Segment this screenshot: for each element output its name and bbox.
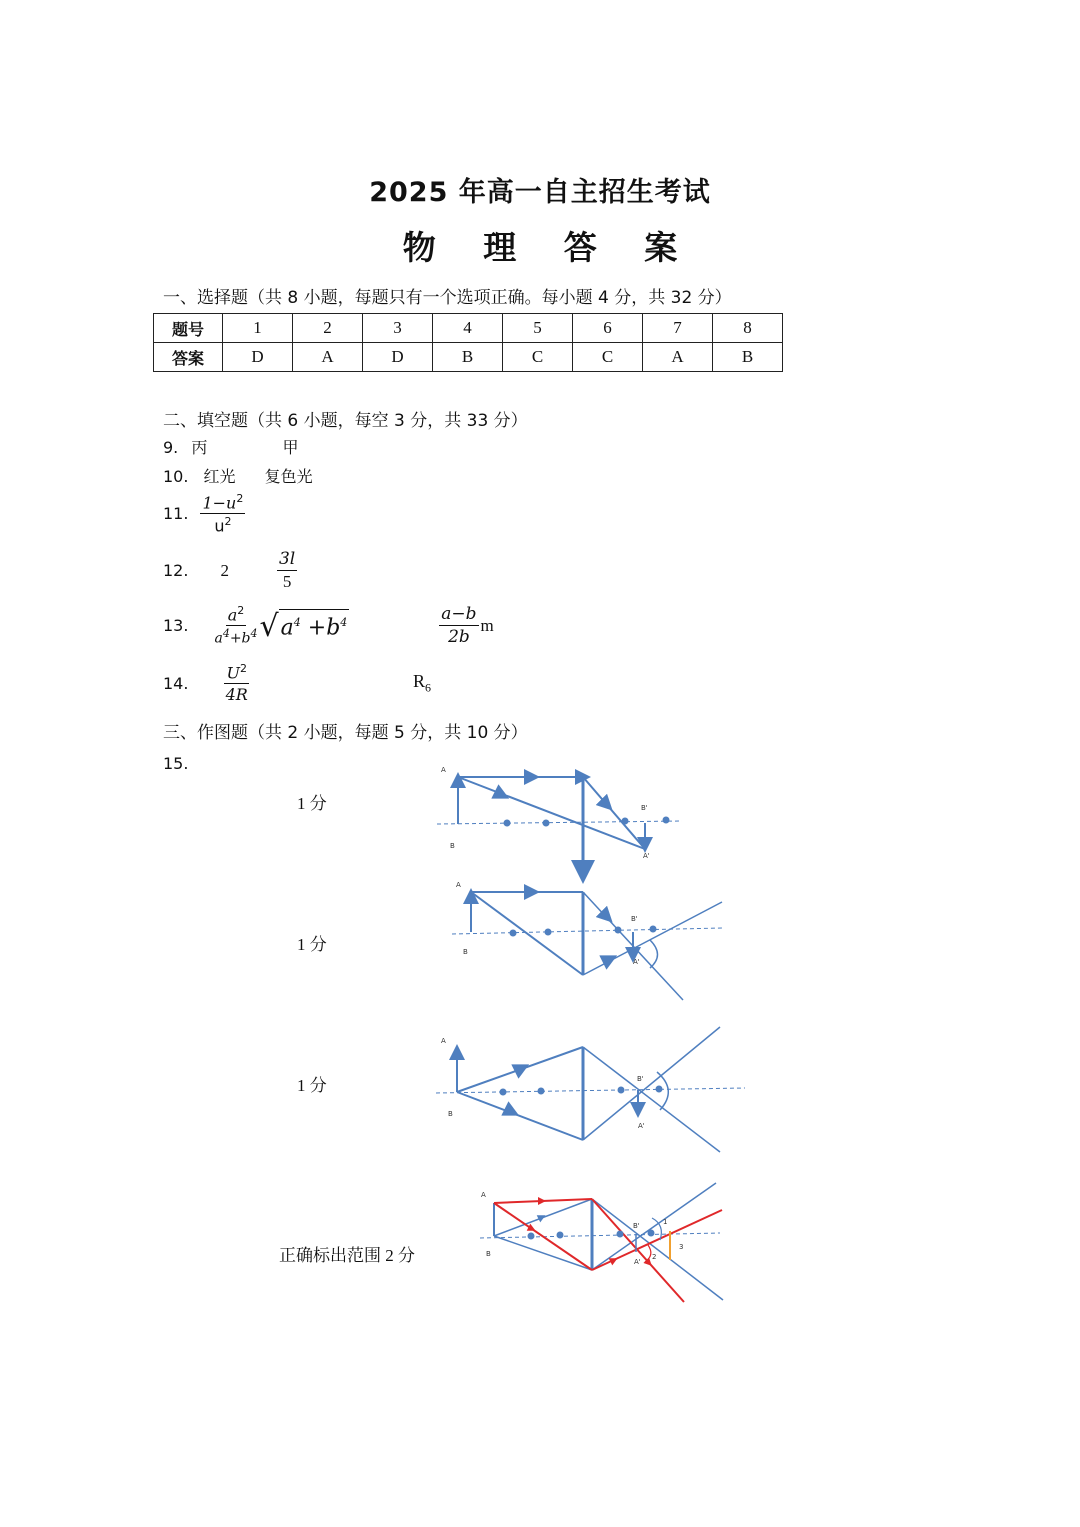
answer-cell: A (293, 343, 363, 372)
diagram-1-label-a2: A' (643, 852, 650, 860)
q13-f1-numerator-exp: 2 (237, 604, 245, 617)
q12-number: 12. (163, 561, 189, 580)
q13-sqrt-b: +b (300, 615, 341, 641)
q11-number: 11. (163, 504, 189, 524)
answer-cell: D (223, 343, 293, 372)
q13-f2-numerator: a−b (441, 604, 477, 624)
question-cell: 6 (573, 314, 643, 343)
diagram-2-label-b: B (463, 948, 468, 956)
q14-numerator: U (226, 663, 240, 683)
q11-denominator: u (214, 516, 225, 536)
question-cell: 7 (643, 314, 713, 343)
diagram-3-label-b2: B' (637, 1075, 644, 1083)
q13-f1-numerator: a (227, 605, 238, 625)
answer-cell: B (713, 343, 783, 372)
q13-f1-den-exp-a: 4 (222, 627, 230, 641)
q13-number: 13. (163, 616, 189, 635)
q9-number: 9. (163, 438, 179, 457)
answer-cell: C (573, 343, 643, 372)
q9-answer-2: 甲 (282, 438, 299, 457)
diagram-2-label-a: A (456, 881, 461, 889)
score-step-3: 1 分 (297, 1076, 327, 1095)
question-cell: 3 (363, 314, 433, 343)
diagram-4-label-a2: A' (634, 1258, 641, 1266)
q13-f1-den-exp-b: 4 (250, 627, 258, 641)
diagram-4-label-2: 2 (652, 1253, 657, 1261)
question-cell: 8 (713, 314, 783, 343)
q10-answer-2: 复色光 (264, 467, 313, 486)
q11-numerator: 1−u (202, 493, 237, 513)
q13-sqrt-exp-b: 4 (340, 616, 348, 630)
q14-numerator-exp: 2 (239, 662, 247, 675)
question-cell: 4 (433, 314, 503, 343)
q14-answer-2: $R_6$ (412, 670, 431, 695)
diagram-4 (480, 1183, 723, 1302)
q13-f1-den-b: +b (229, 630, 251, 647)
score-step-2: 1 分 (297, 935, 327, 954)
diagram-4-label-a: A (481, 1191, 486, 1199)
q13-f1-den-a: a (214, 630, 223, 647)
question-cell: 1 (223, 314, 293, 343)
sqrt-sign-icon: √ (259, 608, 279, 644)
answer-cell: A (643, 343, 713, 372)
answer-cell: C (503, 343, 573, 372)
answer-cell: B (433, 343, 503, 372)
diagram-3-label-b: B (448, 1110, 453, 1118)
score-step-1: 1 分 (297, 794, 327, 813)
q13-sqrt-exp-a: 4 (293, 616, 301, 630)
q10-answer-1: 红光 (203, 467, 236, 486)
diagram-4-label-1: 1 (663, 1218, 668, 1226)
diagram-3 (436, 1027, 745, 1152)
question-row-label: 题号 (154, 314, 223, 343)
q11-denominator-exp: 2 (224, 515, 232, 529)
diagram-4-label-b: B (486, 1250, 491, 1258)
diagram-1-label-a: A (441, 766, 446, 774)
question-cell: 2 (293, 314, 363, 343)
q10-number: 10. (163, 467, 189, 486)
score-step-4: 正确标出范围 2 分 (279, 1246, 415, 1265)
q12-numerator: 3l (278, 549, 296, 569)
q13-f2-denominator: 2b (448, 627, 470, 647)
diagram-1-label-b: B (450, 842, 455, 850)
diagram-2-label-a2: A' (633, 958, 640, 966)
q12-answer-1: 2 (220, 560, 229, 580)
diagram-2-label-b2: B' (631, 915, 638, 923)
answer-row-label: 答案 (154, 343, 223, 372)
q13-sqrt-a: a (280, 615, 294, 641)
diagram-3-label-a2: A' (638, 1122, 645, 1130)
q15-number: 15. (163, 754, 189, 773)
diagram-1-label-b2: B' (641, 804, 648, 812)
q12-denominator: 5 (282, 572, 292, 591)
section1-heading: 一、选择题（共 8 小题，每题只有一个选项正确。每小题 4 分，共 32 分） (163, 288, 732, 308)
q14-number: 14. (163, 673, 189, 693)
answer-subtitle: 物 理 答 案 (402, 228, 696, 267)
section3-heading: 三、作图题（共 2 小题，每题 5 分，共 10 分） (163, 723, 528, 743)
answer-cell: D (363, 343, 433, 372)
q11-numerator-exp: 2 (236, 492, 244, 505)
diagram-3-label-a: A (441, 1037, 446, 1045)
diagram-4-label-b2: B' (633, 1222, 640, 1230)
q14-denominator: 4R (225, 685, 248, 705)
q9-answer-1: 丙 (191, 438, 208, 457)
question-cell: 5 (503, 314, 573, 343)
diagram-2 (452, 892, 722, 1000)
exam-title: 2025 年高一自主招生考试 (369, 177, 711, 208)
section2-heading: 二、填空题（共 6 小题，每空 3 分，共 33 分） (163, 411, 528, 431)
q13-unit: m (480, 615, 494, 635)
diagram-4-label-3: 3 (679, 1243, 684, 1251)
